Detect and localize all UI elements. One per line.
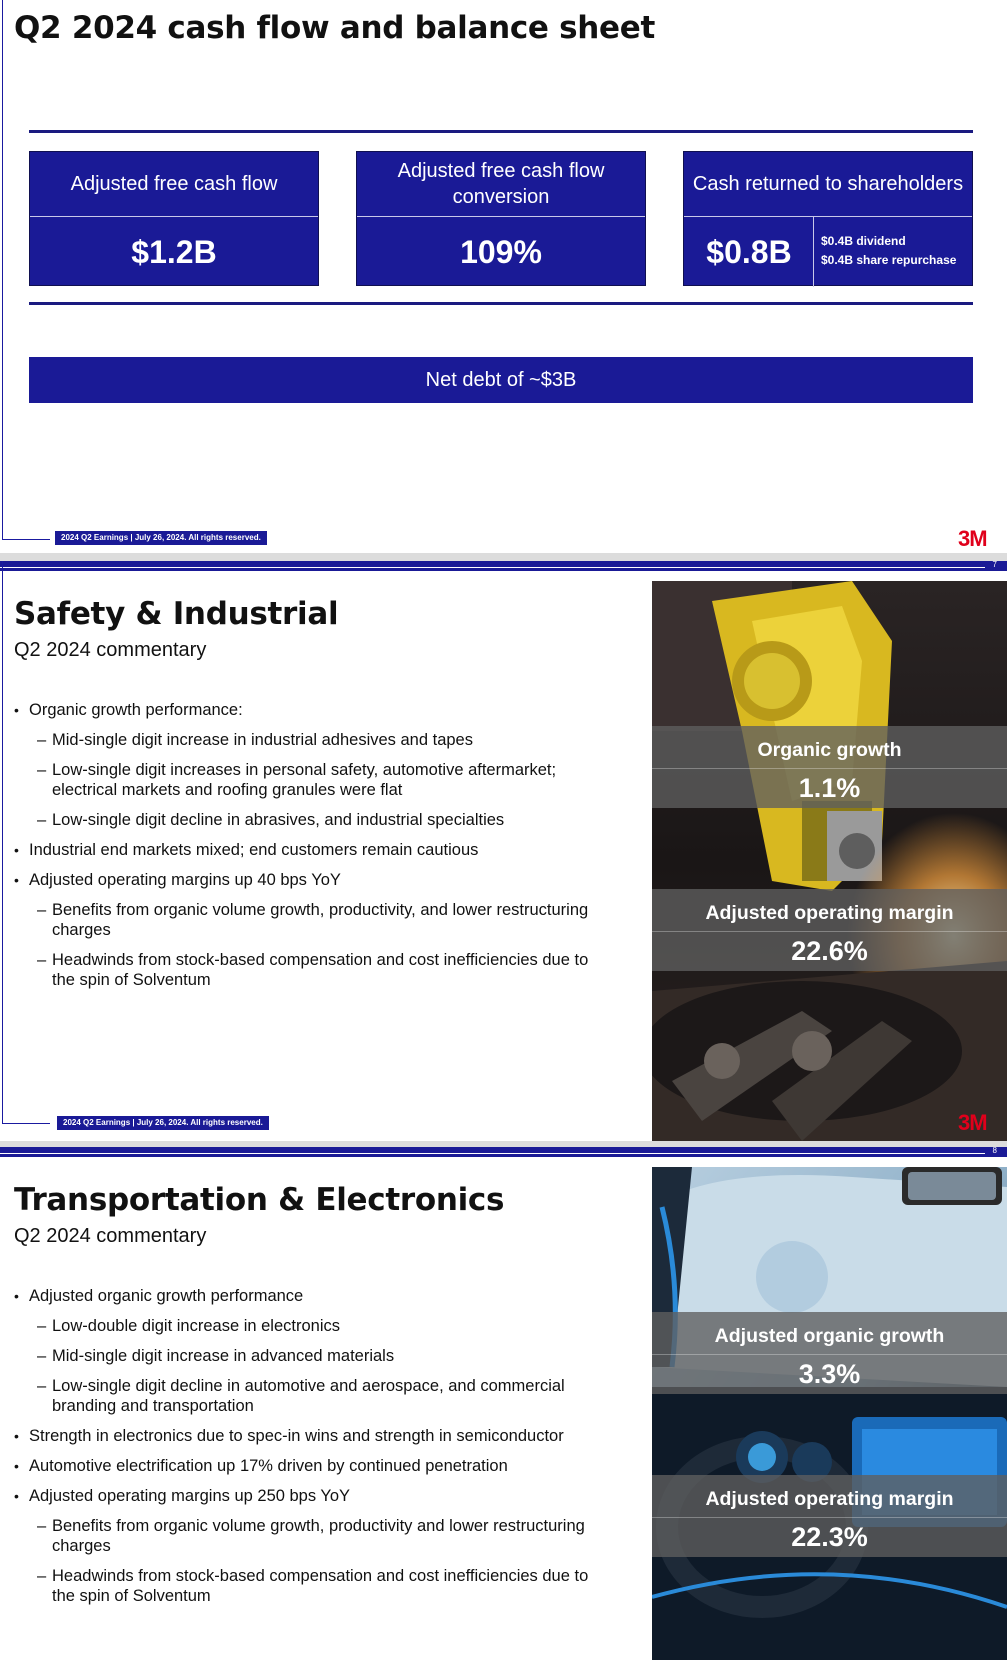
- page-number: 7: [992, 561, 997, 569]
- sub-bullet-item: – Mid-single digit increase in advanced materials: [14, 1346, 614, 1366]
- metric-label: Adjusted operating margin: [705, 1488, 954, 1510]
- net-debt-banner: Net debt of ~$3B: [29, 357, 973, 403]
- kpi-value: $0.8B: [706, 233, 792, 270]
- metric-card-organic-growth: [652, 1312, 1007, 1394]
- metric-value: 22.6%: [791, 936, 868, 966]
- slide-frame: [2, 0, 50, 540]
- bullet-item: • Adjusted organic growth performance: [14, 1286, 614, 1306]
- kpi-value: 109%: [460, 233, 542, 270]
- commentary-list: [14, 1286, 614, 1616]
- 3m-logo: 3M: [958, 1110, 987, 1135]
- sub-bullet-item: – Low-single digit decline in abrasives, and industrial specialties: [14, 810, 614, 830]
- car-interior-photo: [652, 1167, 1007, 1660]
- footer-label: 2024 Q2 Earnings | July 26, 2024. All rights reserved.: [57, 1116, 269, 1130]
- sub-bullet-item: – Benefits from organic volume growth, productivity and lower restructuring charges: [14, 1516, 614, 1556]
- metric-label: Adjusted operating margin: [705, 902, 954, 924]
- divider-bottom: [29, 302, 973, 305]
- kpi-card-fcf-conversion: [356, 151, 646, 286]
- kpi-label: Cash returned to shareholders: [692, 173, 964, 195]
- slide-top-bar: [0, 561, 1007, 571]
- slide-title: Transportation & Electronics: [14, 1182, 505, 1218]
- kpi-card-cash-returned: [683, 151, 973, 286]
- slide-title: Q2 2024 cash flow and balance sheet: [14, 10, 656, 46]
- industrial-robot-photo: [652, 581, 1007, 1141]
- sub-bullet-item: – Low-single digit increases in personal safety, automotive aftermarket; electrical markets and roofing granules were flat: [14, 760, 614, 800]
- photo-panel: [652, 581, 1007, 1141]
- bullet-item: • Adjusted operating margins up 250 bps YoY: [14, 1486, 614, 1506]
- slide-cash-flow: [0, 0, 1007, 553]
- page-number: 8: [992, 1147, 997, 1155]
- bullet-item: • Adjusted operating margins up 40 bps YoY: [14, 870, 614, 890]
- kpi-label: Adjusted free cash flow conversion: [397, 160, 605, 208]
- slide-frame: [2, 561, 50, 1124]
- metric-card-operating-margin: [652, 1475, 1007, 1557]
- sub-bullet-item: – Low-double digit increase in electronics: [14, 1316, 614, 1336]
- kpi-detail: [821, 232, 956, 270]
- commentary-list: [14, 700, 614, 1000]
- slide-transportation-electronics: [0, 1147, 1007, 1660]
- sub-bullet-item: – Headwinds from stock-based compensation and cost inefficiencies due to the spin of Solventum: [14, 1566, 614, 1606]
- bullet-item: • Industrial end markets mixed; end customers remain cautious: [14, 840, 614, 860]
- bullet-item: • Automotive electrification up 17% driven by continued penetration: [14, 1456, 614, 1476]
- slide-subtitle: Q2 2024 commentary: [14, 639, 207, 661]
- slide-subtitle: Q2 2024 commentary: [14, 1225, 207, 1247]
- metric-card-organic-growth: [652, 726, 1007, 808]
- metric-label: Adjusted organic growth: [714, 1325, 945, 1347]
- sub-bullet-item: – Low-single digit decline in automotive and aerospace, and commercial branding and transportation: [14, 1376, 614, 1416]
- footer-label: 2024 Q2 Earnings | July 26, 2024. All rights reserved.: [55, 531, 267, 545]
- bullet-item: • Strength in electronics due to spec-in wins and strength in semiconductor: [14, 1426, 614, 1446]
- slide-title: Safety & Industrial: [14, 596, 339, 632]
- kpi-value: $1.2B: [131, 233, 217, 270]
- kpi-card-free-cash-flow: [29, 151, 319, 286]
- sub-bullet-item: – Headwinds from stock-based compensation and cost inefficiencies due to the spin of Solventum: [14, 950, 614, 990]
- slide-top-bar: [0, 1147, 1007, 1157]
- metric-value: 1.1%: [798, 773, 861, 803]
- sub-bullet-item: – Mid-single digit increase in industrial adhesives and tapes: [14, 730, 614, 750]
- repurchase-text: $0.4B share repurchase: [821, 253, 957, 267]
- metric-card-operating-margin: [652, 889, 1007, 971]
- 3m-logo: 3M: [958, 526, 987, 551]
- kpi-label: Adjusted free cash flow: [70, 173, 278, 195]
- dividend-text: $0.4B dividend: [821, 234, 906, 248]
- metric-label: Organic growth: [757, 739, 902, 761]
- slide-safety-industrial: [0, 561, 1007, 1141]
- metric-value: 3.3%: [798, 1359, 861, 1389]
- photo-panel: [652, 1167, 1007, 1660]
- divider-top: [29, 130, 973, 133]
- bullet-item: • Organic growth performance:: [14, 700, 614, 720]
- sub-bullet-item: – Benefits from organic volume growth, productivity, and lower restructuring charges: [14, 900, 614, 940]
- metric-value: 22.3%: [791, 1522, 868, 1552]
